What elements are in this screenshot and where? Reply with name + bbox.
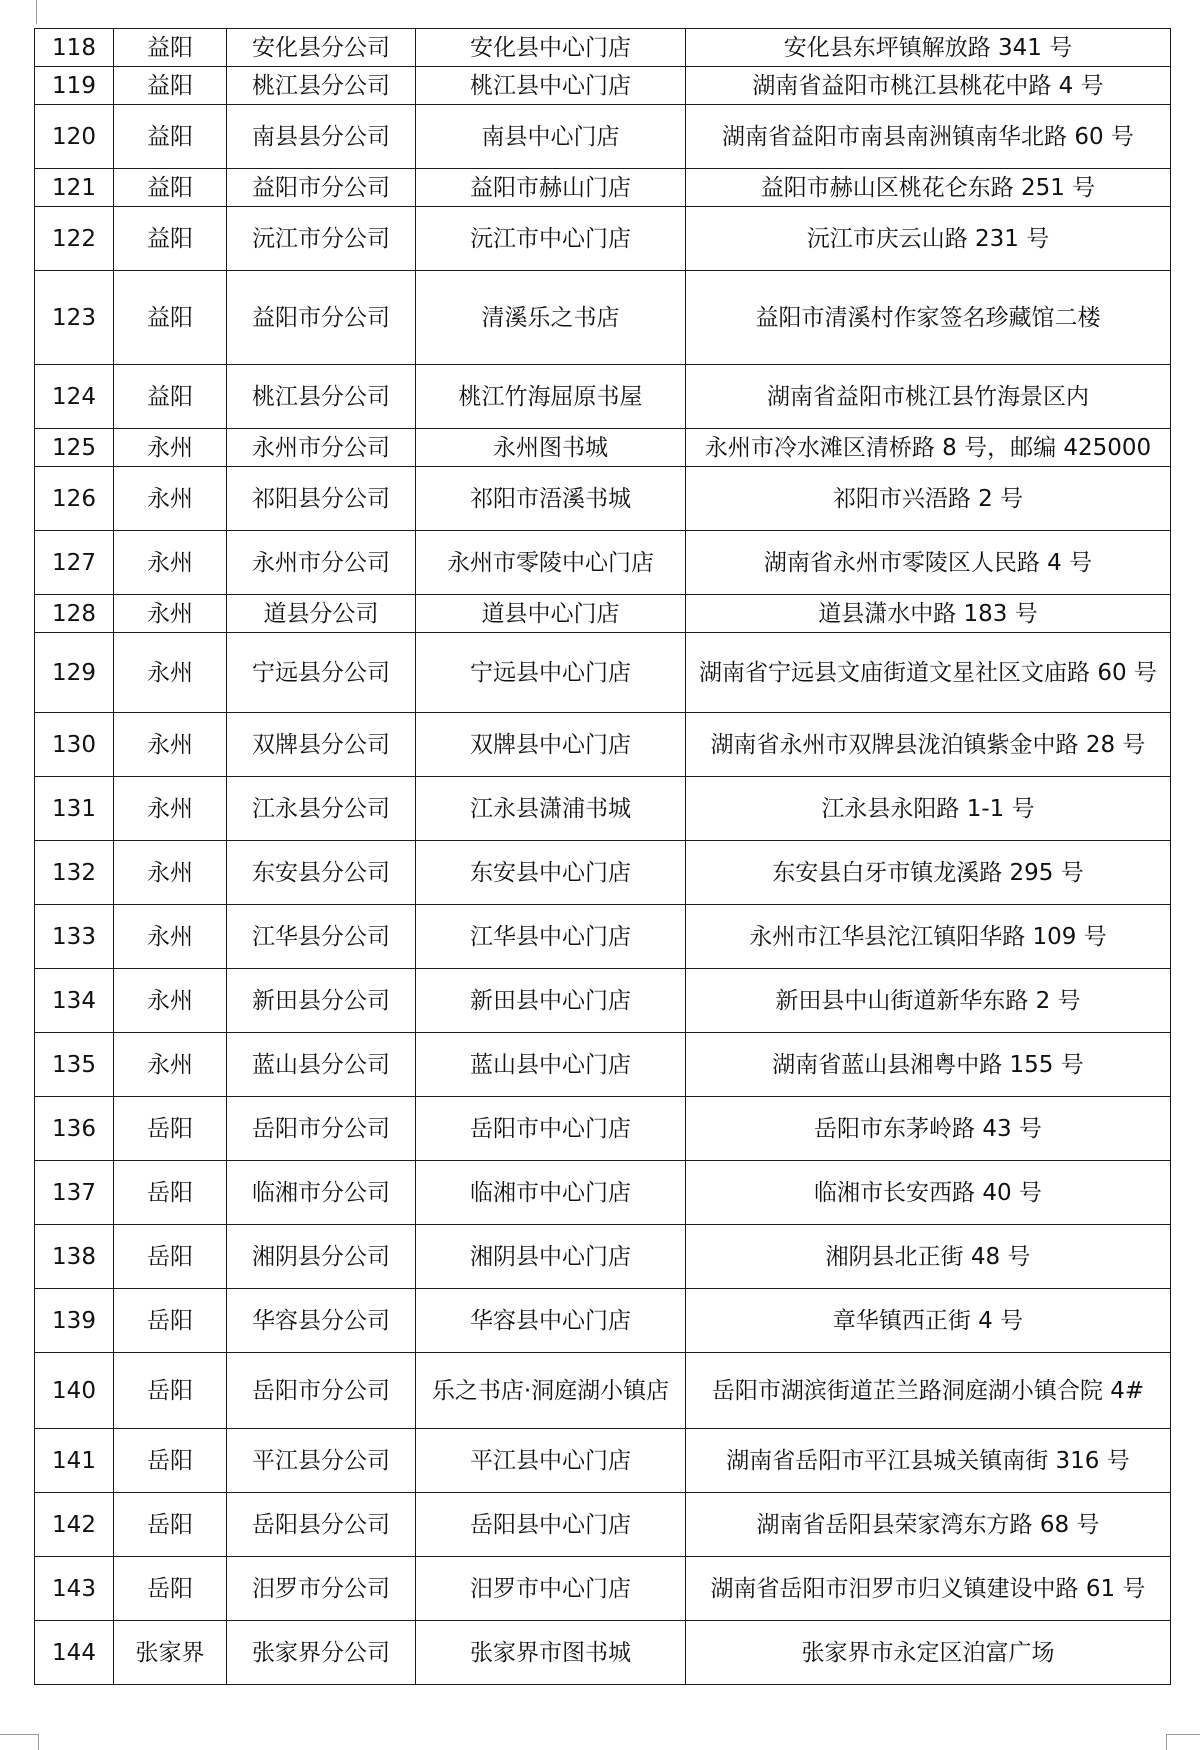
- city-cell: 永州: [114, 713, 227, 777]
- address-cell: 张家界市永定区泊富广场: [686, 1621, 1171, 1685]
- address-cell: 沅江市庆云山路 231 号: [686, 207, 1171, 271]
- branch-cell: 益阳市分公司: [227, 271, 416, 365]
- store-name-cell: 祁阳市浯溪书城: [416, 467, 686, 531]
- store-name-cell: 永州市零陵中心门店: [416, 531, 686, 595]
- city-cell: 张家界: [114, 1621, 227, 1685]
- row-number: 137: [35, 1161, 114, 1225]
- table-row: [35, 841, 1171, 905]
- store-name-cell: 湘阴县中心门店: [416, 1225, 686, 1289]
- address-cell: 益阳市赫山区桃花仑东路 251 号: [686, 169, 1171, 207]
- store-name-cell: 汨罗市中心门店: [416, 1557, 686, 1621]
- table-row: [35, 271, 1171, 365]
- row-number: 129: [35, 633, 114, 713]
- table-row: [35, 29, 1171, 67]
- branch-cell: 祁阳县分公司: [227, 467, 416, 531]
- table-row: [35, 1289, 1171, 1353]
- city-cell: 永州: [114, 905, 227, 969]
- branch-cell: 沅江市分公司: [227, 207, 416, 271]
- row-number: 121: [35, 169, 114, 207]
- table-row: [35, 1557, 1171, 1621]
- row-number: 124: [35, 365, 114, 429]
- row-number: 118: [35, 29, 114, 67]
- branch-cell: 蓝山县分公司: [227, 1033, 416, 1097]
- address-cell: 湘阴县北正街 48 号: [686, 1225, 1171, 1289]
- table-row: [35, 633, 1171, 713]
- branch-cell: 宁远县分公司: [227, 633, 416, 713]
- address-cell: 岳阳市东茅岭路 43 号: [686, 1097, 1171, 1161]
- store-name-cell: 宁远县中心门店: [416, 633, 686, 713]
- branch-cell: 永州市分公司: [227, 531, 416, 595]
- row-number: 130: [35, 713, 114, 777]
- store-name-cell: 沅江市中心门店: [416, 207, 686, 271]
- table-row: [35, 1161, 1171, 1225]
- store-name-cell: 平江县中心门店: [416, 1429, 686, 1493]
- city-cell: 永州: [114, 969, 227, 1033]
- city-cell: 永州: [114, 531, 227, 595]
- store-name-cell: 桃江竹海屈原书屋: [416, 365, 686, 429]
- branch-cell: 湘阴县分公司: [227, 1225, 416, 1289]
- city-cell: 永州: [114, 595, 227, 633]
- table-row: [35, 1621, 1171, 1685]
- table-row: [35, 531, 1171, 595]
- store-name-cell: 桃江县中心门店: [416, 67, 686, 105]
- row-number: 133: [35, 905, 114, 969]
- row-number: 141: [35, 1429, 114, 1493]
- branch-cell: 张家界分公司: [227, 1621, 416, 1685]
- row-number: 138: [35, 1225, 114, 1289]
- branch-cell: 东安县分公司: [227, 841, 416, 905]
- crop-mark-top: [36, 0, 37, 24]
- address-cell: 湖南省岳阳市汨罗市归义镇建设中路 61 号: [686, 1557, 1171, 1621]
- crop-mark-bottom-left-vertical: [38, 1734, 39, 1750]
- city-cell: 岳阳: [114, 1557, 227, 1621]
- city-cell: 益阳: [114, 105, 227, 169]
- branch-cell: 平江县分公司: [227, 1429, 416, 1493]
- address-cell: 永州市冷水滩区清桥路 8 号，邮编 425000: [686, 429, 1171, 467]
- crop-mark-bottom-left: [0, 1734, 38, 1735]
- table-row: [35, 1493, 1171, 1557]
- row-number: 125: [35, 429, 114, 467]
- city-cell: 岳阳: [114, 1493, 227, 1557]
- city-cell: 永州: [114, 429, 227, 467]
- row-number: 134: [35, 969, 114, 1033]
- store-list-body: [35, 29, 1171, 1685]
- branch-cell: 汨罗市分公司: [227, 1557, 416, 1621]
- city-cell: 永州: [114, 841, 227, 905]
- table-row: [35, 777, 1171, 841]
- city-cell: 益阳: [114, 67, 227, 105]
- store-name-cell: 东安县中心门店: [416, 841, 686, 905]
- branch-cell: 新田县分公司: [227, 969, 416, 1033]
- store-name-cell: 清溪乐之书店: [416, 271, 686, 365]
- table-row: [35, 429, 1171, 467]
- address-cell: 章华镇西正街 4 号: [686, 1289, 1171, 1353]
- row-number: 136: [35, 1097, 114, 1161]
- address-cell: 湖南省永州市双牌县泷泊镇紫金中路 28 号: [686, 713, 1171, 777]
- city-cell: 岳阳: [114, 1225, 227, 1289]
- address-cell: 安化县东坪镇解放路 341 号: [686, 29, 1171, 67]
- city-cell: 永州: [114, 1033, 227, 1097]
- store-name-cell: 南县中心门店: [416, 105, 686, 169]
- address-cell: 益阳市清溪村作家签名珍藏馆二楼: [686, 271, 1171, 365]
- branch-cell: 江华县分公司: [227, 905, 416, 969]
- address-cell: 永州市江华县沱江镇阳华路 109 号: [686, 905, 1171, 969]
- row-number: 119: [35, 67, 114, 105]
- address-cell: 江永县永阳路 1-1 号: [686, 777, 1171, 841]
- store-name-cell: 双牌县中心门店: [416, 713, 686, 777]
- city-cell: 岳阳: [114, 1353, 227, 1429]
- address-cell: 湖南省益阳市桃江县桃花中路 4 号: [686, 67, 1171, 105]
- row-number: 144: [35, 1621, 114, 1685]
- address-cell: 湖南省岳阳市平江县城关镇南街 316 号: [686, 1429, 1171, 1493]
- address-cell: 湖南省永州市零陵区人民路 4 号: [686, 531, 1171, 595]
- address-cell: 临湘市长安西路 40 号: [686, 1161, 1171, 1225]
- table-row: [35, 467, 1171, 531]
- address-cell: 祁阳市兴浯路 2 号: [686, 467, 1171, 531]
- branch-cell: 安化县分公司: [227, 29, 416, 67]
- city-cell: 益阳: [114, 29, 227, 67]
- table-row: [35, 365, 1171, 429]
- store-name-cell: 永州图书城: [416, 429, 686, 467]
- table-row: [35, 969, 1171, 1033]
- row-number: 140: [35, 1353, 114, 1429]
- address-cell: 湖南省蓝山县湘粤中路 155 号: [686, 1033, 1171, 1097]
- branch-cell: 桃江县分公司: [227, 365, 416, 429]
- store-name-cell: 乐之书店·洞庭湖小镇店: [416, 1353, 686, 1429]
- row-number: 128: [35, 595, 114, 633]
- store-name-cell: 安化县中心门店: [416, 29, 686, 67]
- city-cell: 岳阳: [114, 1097, 227, 1161]
- branch-cell: 永州市分公司: [227, 429, 416, 467]
- table-row: [35, 67, 1171, 105]
- table-row: [35, 1429, 1171, 1493]
- city-cell: 永州: [114, 467, 227, 531]
- address-cell: 道县潇水中路 183 号: [686, 595, 1171, 633]
- store-name-cell: 华容县中心门店: [416, 1289, 686, 1353]
- store-name-cell: 临湘市中心门店: [416, 1161, 686, 1225]
- table-row: [35, 1097, 1171, 1161]
- row-number: 127: [35, 531, 114, 595]
- table-row: [35, 1225, 1171, 1289]
- branch-cell: 益阳市分公司: [227, 169, 416, 207]
- store-name-cell: 益阳市赫山门店: [416, 169, 686, 207]
- row-number: 123: [35, 271, 114, 365]
- store-name-cell: 道县中心门店: [416, 595, 686, 633]
- city-cell: 益阳: [114, 207, 227, 271]
- table-row: [35, 207, 1171, 271]
- store-name-cell: 岳阳县中心门店: [416, 1493, 686, 1557]
- address-cell: 新田县中山街道新华东路 2 号: [686, 969, 1171, 1033]
- table-row: [35, 595, 1171, 633]
- branch-cell: 南县县分公司: [227, 105, 416, 169]
- city-cell: 益阳: [114, 271, 227, 365]
- table-row: [35, 1033, 1171, 1097]
- branch-cell: 双牌县分公司: [227, 713, 416, 777]
- store-list-table: [34, 28, 1171, 1685]
- branch-cell: 岳阳县分公司: [227, 1493, 416, 1557]
- row-number: 132: [35, 841, 114, 905]
- branch-cell: 桃江县分公司: [227, 67, 416, 105]
- row-number: 139: [35, 1289, 114, 1353]
- store-name-cell: 蓝山县中心门店: [416, 1033, 686, 1097]
- city-cell: 永州: [114, 777, 227, 841]
- row-number: 120: [35, 105, 114, 169]
- table-row: [35, 169, 1171, 207]
- row-number: 135: [35, 1033, 114, 1097]
- store-name-cell: 江华县中心门店: [416, 905, 686, 969]
- store-name-cell: 新田县中心门店: [416, 969, 686, 1033]
- city-cell: 岳阳: [114, 1161, 227, 1225]
- address-cell: 湖南省益阳市南县南洲镇南华北路 60 号: [686, 105, 1171, 169]
- store-name-cell: 张家界市图书城: [416, 1621, 686, 1685]
- address-cell: 东安县白牙市镇龙溪路 295 号: [686, 841, 1171, 905]
- branch-cell: 江永县分公司: [227, 777, 416, 841]
- table-row: [35, 105, 1171, 169]
- city-cell: 永州: [114, 633, 227, 713]
- address-cell: 湖南省益阳市桃江县竹海景区内: [686, 365, 1171, 429]
- row-number: 122: [35, 207, 114, 271]
- city-cell: 岳阳: [114, 1429, 227, 1493]
- address-cell: 湖南省岳阳县荣家湾东方路 68 号: [686, 1493, 1171, 1557]
- row-number: 143: [35, 1557, 114, 1621]
- row-number: 142: [35, 1493, 114, 1557]
- branch-cell: 临湘市分公司: [227, 1161, 416, 1225]
- table-row: [35, 713, 1171, 777]
- store-name-cell: 江永县潇浦书城: [416, 777, 686, 841]
- address-cell: 湖南省宁远县文庙街道文星社区文庙路 60 号: [686, 633, 1171, 713]
- store-name-cell: 岳阳市中心门店: [416, 1097, 686, 1161]
- table-row: [35, 1353, 1171, 1429]
- row-number: 131: [35, 777, 114, 841]
- branch-cell: 岳阳市分公司: [227, 1097, 416, 1161]
- branch-cell: 华容县分公司: [227, 1289, 416, 1353]
- city-cell: 益阳: [114, 365, 227, 429]
- address-cell: 岳阳市湖滨街道芷兰路洞庭湖小镇合院 4#: [686, 1353, 1171, 1429]
- crop-mark-bottom-right-vertical: [1166, 1734, 1167, 1750]
- city-cell: 岳阳: [114, 1289, 227, 1353]
- branch-cell: 岳阳市分公司: [227, 1353, 416, 1429]
- branch-cell: 道县分公司: [227, 595, 416, 633]
- city-cell: 益阳: [114, 169, 227, 207]
- table-row: [35, 905, 1171, 969]
- crop-mark-bottom-right: [1166, 1734, 1200, 1735]
- row-number: 126: [35, 467, 114, 531]
